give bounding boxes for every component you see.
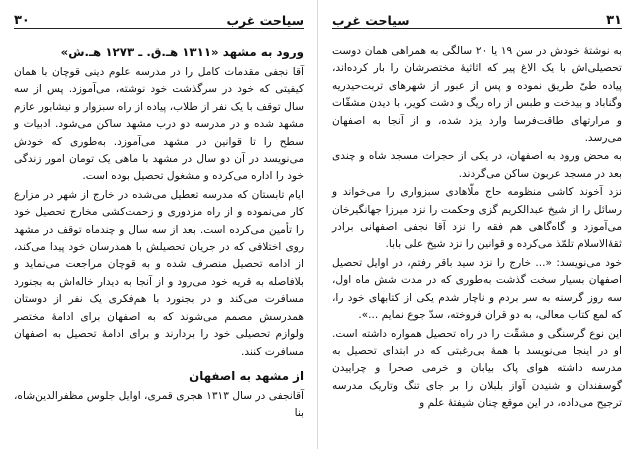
left-paragraph-1: آقا نجفی مقدمات کامل را در مدرسه علوم دینی قوچان با همان کیفیتی که خود در سرگذشت خود نوشته، می‌آموزد. پس از سه سال توقف با یک نفر از طلاب، پیاده از راه سبزوار و نیشابور عازم مشهد شده و در مدرسه دو درب مشهد ساکن می‌شود. ادبیات و سطح را تا قوانین در مشهد می‌آموزد. به‌طوری که خودش می‌نویسد در آن دو سال در مشهد با ماهی یک تومان امور زندگی خود را اداره می‌کرده و مشغول تحصیل بوده است. (14, 66, 304, 183)
right-paragraph-3: نزد آخوند کاشی منظومه حاج ملّاهادی سبزواری را می‌خواند و رسائل را از شیخ عبدالکریم گزی وحکمت را نزد میرزا جهانگیرخان می‌آموزد و گاه‌گاهی هم فقه را نزد آقا نجفی اصفهانی برادر ثقهٔ‌الاسلام تلمّذ می‌کرده و قوانین را نزد شیخ علی بابا. (332, 186, 622, 251)
right-header-title: سیاحت غرب (332, 13, 410, 28)
right-page-header (332, 6, 622, 29)
left-heading-mashhad-to-isfahan: از مشهد به اصفهان (189, 368, 304, 383)
right-paragraph-1: به نوشتهٔ خودش در سن ۱۹ یا ۲۰ سالگی به همراهی همان دوست تحصیلی‌اش با یک الاغ پیر که اثاثیهٔ مختصرشان را بار کرده‌اند، پیاده طیّ طریق نموده و پس از عبور از شهرهای تربت‌حیدریه وگناباد و بیدخت و طبس از راه ریگ و دشت کویر، با دیدن مشقّات و مرارتهای طاقت‌فرسا وارد یزد شده، و از آنجا به اصفهان می‌رسد. (332, 45, 622, 145)
left-page-header (14, 6, 304, 29)
right-paragraph-4: خود می‌نویسد: «... خارج را نزد سید باقر رفتم، در اوایل تحصیل اصفهان بسیار سخت گذشت به‌طوری که در مدت شش ماه اول، سه روز گرسنه به سر بردم و ناچار شدم یکی از کتابهای خود را، که لمع کتاب معالی، به دو قران فروخته، سدّ جوع نمایم ...». (332, 256, 622, 322)
left-page-number: ۳۰ (14, 13, 30, 28)
left-paragraph-2: ایام تابستان که مدرسه تعطیل می‌شده در خارج از شهر در مزارع کار می‌نموده و از راه مزدوری و زحمت‌کشی مخارج تحصیل خود را تأمین می‌کرده است. بعد از سه سال و چندماه توقف در مشهد روی اختلافی که در جریان تحصیلش با همدرسان خود پیدا می‌کند، از ادامه تحصیل منصرف شده و به قوچان مراجعت می‌نماید و بلافاصله به قریه خود می‌رود و از آنجا به دیدار خاله‌اش به بجنورد مسافرت می‌کند و در بجنورد با هم‌فکری یک نفر از دوستان همدرسش مصمم می‌شوند که به اصفهان برای ادامهٔ مختصر ولوازم تحصیلی خود را بردارند و برای ادامهٔ تحصیل به اصفهان مسافرت کنند. (14, 188, 304, 358)
left-header-title: سیاحت غرب (226, 13, 304, 28)
right-paragraph-2: به محض ورود به اصفهان، در یکی از حجرات مسجد شاه و چندی بعد در مسجد عربون ساکن می‌گردند. (332, 150, 622, 180)
left-paragraph-3: آقانجفی در سال ۱۳۱۳ هجری قمری، اوایل جلوس مظفرالدین‌شاه، بنا (14, 389, 305, 420)
right-paragraph-5: این نوع گرسنگی و مشقّت را در راه تحصیل همواره داشته است. او در اینجا می‌نویسد با همهٔ بی‌رغبتی که در ابتدای تحصیل به مدرسه داشته هوای پاک بیابان و خرمی صحرا و چراییدن گوسفندان و شنیدن آواز بلبلان را بر جای تنگ وتاریک مدرسه ترجیح می‌داده، در این موقع چنان شیفتهٔ علم و (332, 327, 622, 410)
right-page-number: ۳۱ (606, 13, 622, 28)
left-heading-arrival-mashhad: ورود به مشهد «۱۳۱۱ هـ.ق. ـ ۱۲۷۳ هـ.ش» (60, 45, 304, 59)
right-page (318, 0, 636, 449)
